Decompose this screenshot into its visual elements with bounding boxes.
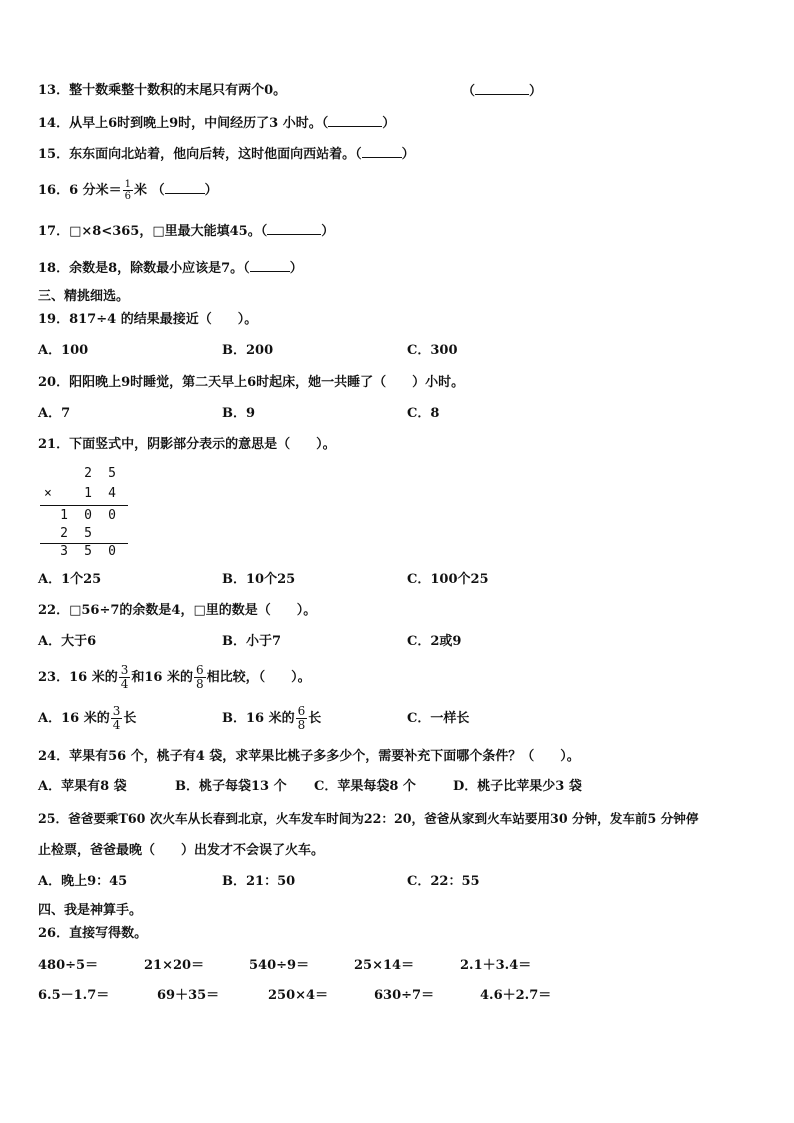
option-a[interactable]: A．7 xyxy=(38,406,71,421)
option-d[interactable]: D．桃子比苹果少3 袋 xyxy=(453,779,582,794)
question-number: 20． xyxy=(38,375,70,390)
option-b[interactable]: B．21：50 xyxy=(222,874,296,889)
option-b[interactable]: B．桃子每袋13 个 xyxy=(175,779,287,794)
question-number: 16． xyxy=(38,183,70,198)
fraction: $\frac{1}{6}$ xyxy=(124,179,132,202)
calc-item[interactable]: 630÷7＝ xyxy=(374,988,435,1003)
question-25 xyxy=(38,810,698,828)
question-number: 13． xyxy=(38,83,70,98)
question-number: 23． xyxy=(38,670,70,685)
calc-item[interactable]: 25×14＝ xyxy=(354,958,415,973)
question-25-line2: 止检票，爸爸最晚（ ）出发才不会误了火车。 xyxy=(38,843,325,858)
shaded-partial-product: 2 5 xyxy=(60,526,92,541)
answer-blank-14[interactable] xyxy=(328,114,382,127)
question-24 xyxy=(38,748,580,766)
multiply-sign: × xyxy=(44,486,52,501)
option-c[interactable]: C．100个25 xyxy=(407,572,489,587)
option-a[interactable]: A．16 米的 $\frac{3}{4}$ 长 xyxy=(38,704,137,732)
question-26 xyxy=(38,925,147,943)
question-18: 18．余数是8，除数最小应该是7。（ ） xyxy=(38,261,303,276)
option-c[interactable]: C．苹果每袋8 个 xyxy=(314,779,416,794)
section-heading-4: 四、我是神算手。 xyxy=(38,903,143,918)
question-number: 19． xyxy=(38,312,70,327)
question-number: 24． xyxy=(38,749,70,764)
option-c[interactable]: C．一样长 xyxy=(407,711,470,726)
question-14: 14．从早上6时到晚上9时，中间经历了3 小时。（ ） xyxy=(38,116,396,131)
question-text: 余数是8，除数最小应该是7。（ xyxy=(69,261,250,276)
calc-item[interactable]: 6.5－1.7＝ xyxy=(38,988,110,1003)
question-23: 23．16 米的 $\frac{3}{4}$ 和16 米的 $\frac{6}{8}$ 相比较，（ ）。 xyxy=(38,663,311,691)
answer-blank-15[interactable] xyxy=(362,145,402,158)
fraction: $\frac{3}{4}$ xyxy=(120,663,129,691)
option-c[interactable]: C．22：55 xyxy=(407,874,480,889)
section-heading-3: 三、精挑细选。 xyxy=(38,289,130,304)
question-text: 直接写得数。 xyxy=(69,926,148,941)
question-text: 从早上6时到晚上9时，中间经历了3 小时。（ xyxy=(69,116,329,131)
calc-item[interactable]: 540÷9＝ xyxy=(249,958,310,973)
option-a[interactable]: A．大于6 xyxy=(38,634,97,649)
option-a[interactable]: A．100 xyxy=(38,343,89,358)
question-17: 17．□×8<365，□里最大能填45。（ ） xyxy=(38,224,335,239)
question-number: 21． xyxy=(38,437,70,452)
calc-item[interactable]: 2.1＋3.4＝ xyxy=(460,958,532,973)
fraction: $\frac{3}{4}$ xyxy=(112,704,121,732)
question-text: □56÷7的余数是4，□里的数是（ ）。 xyxy=(69,603,317,618)
option-c[interactable]: C．8 xyxy=(407,406,440,421)
question-number: 14． xyxy=(38,116,70,131)
question-number: 17． xyxy=(38,224,70,239)
question-text: 苹果有56 个，桃子有4 袋，求苹果比桃子多多少个，需要补充下面哪个条件？（ ）。 xyxy=(69,749,580,764)
question-text: 817÷4 的结果最接近（ ）。 xyxy=(69,312,258,327)
question-number: 15． xyxy=(38,147,70,162)
question-22 xyxy=(38,602,316,620)
calc-item[interactable]: 69＋35＝ xyxy=(157,988,220,1003)
option-b[interactable]: B．小于7 xyxy=(222,634,282,649)
question-text: 下面竖式中，阴影部分表示的意思是（ ）。 xyxy=(69,437,336,452)
option-b[interactable]: B．10个25 xyxy=(222,572,296,587)
fraction: $\frac{6}{8}$ xyxy=(195,663,204,691)
vertical-multiplication: 2 5 × 1 4 1 0 0 2 5 3 5 0 xyxy=(52,466,142,562)
option-c[interactable]: C．2或9 xyxy=(407,634,462,649)
calc-item[interactable]: 250×4＝ xyxy=(268,988,329,1003)
answer-blank-18[interactable] xyxy=(250,259,290,272)
option-a[interactable]: A．晚上9：45 xyxy=(38,874,128,889)
question-text: □×8<365，□里最大能填45。（ xyxy=(69,224,268,239)
question-15: 15．东东面向北站着，他向后转，这时他面向西站着。（ ） xyxy=(38,147,415,162)
calc-item[interactable]: 480÷5＝ xyxy=(38,958,99,973)
question-text: 东东面向北站着，他向后转，这时他面向西站着。（ xyxy=(69,147,362,162)
question-20 xyxy=(38,374,464,392)
option-b[interactable]: B．9 xyxy=(222,406,256,421)
question-19 xyxy=(38,311,257,329)
blank-line[interactable] xyxy=(475,82,529,95)
option-b[interactable]: B．16 米的 $\frac{6}{8}$ 长 xyxy=(222,704,322,732)
question-number: 25． xyxy=(38,811,69,826)
answer-blank-17[interactable] xyxy=(267,222,321,235)
calc-item[interactable]: 21×20＝ xyxy=(144,958,205,973)
option-c[interactable]: C．300 xyxy=(407,343,458,358)
question-text: 整十数乘整十数积的末尾只有两个0。 xyxy=(69,83,287,98)
question-text-line1: 爸爸要乘T60 次火车从长春到北京，火车发车时间为22：20，爸爸从家到火车站要用30 分钟，发车前5 分钟停 xyxy=(68,811,699,826)
answer-blank-13[interactable]: （ ） xyxy=(462,84,543,99)
option-b[interactable]: B．200 xyxy=(222,343,274,358)
question-number: 18． xyxy=(38,261,70,276)
fraction: $\frac{6}{8}$ xyxy=(297,704,306,732)
question-number: 22． xyxy=(38,603,70,618)
divider-line xyxy=(40,505,128,506)
calc-item[interactable]: 4.6＋2.7＝ xyxy=(480,988,552,1003)
question-13 xyxy=(38,82,286,100)
question-number: 26． xyxy=(38,926,70,941)
option-a[interactable]: A．苹果有8 袋 xyxy=(38,779,127,794)
answer-blank-16[interactable] xyxy=(165,181,205,194)
question-text: 阳阳晚上9时睡觉，第二天早上6时起床，她一共睡了（ ）小时。 xyxy=(69,375,465,390)
option-a[interactable]: A．1个25 xyxy=(38,572,102,587)
question-21 xyxy=(38,436,336,454)
question-16: 16．6 分米＝ $\frac{1}{6}$ 米 （ ） xyxy=(38,179,218,202)
